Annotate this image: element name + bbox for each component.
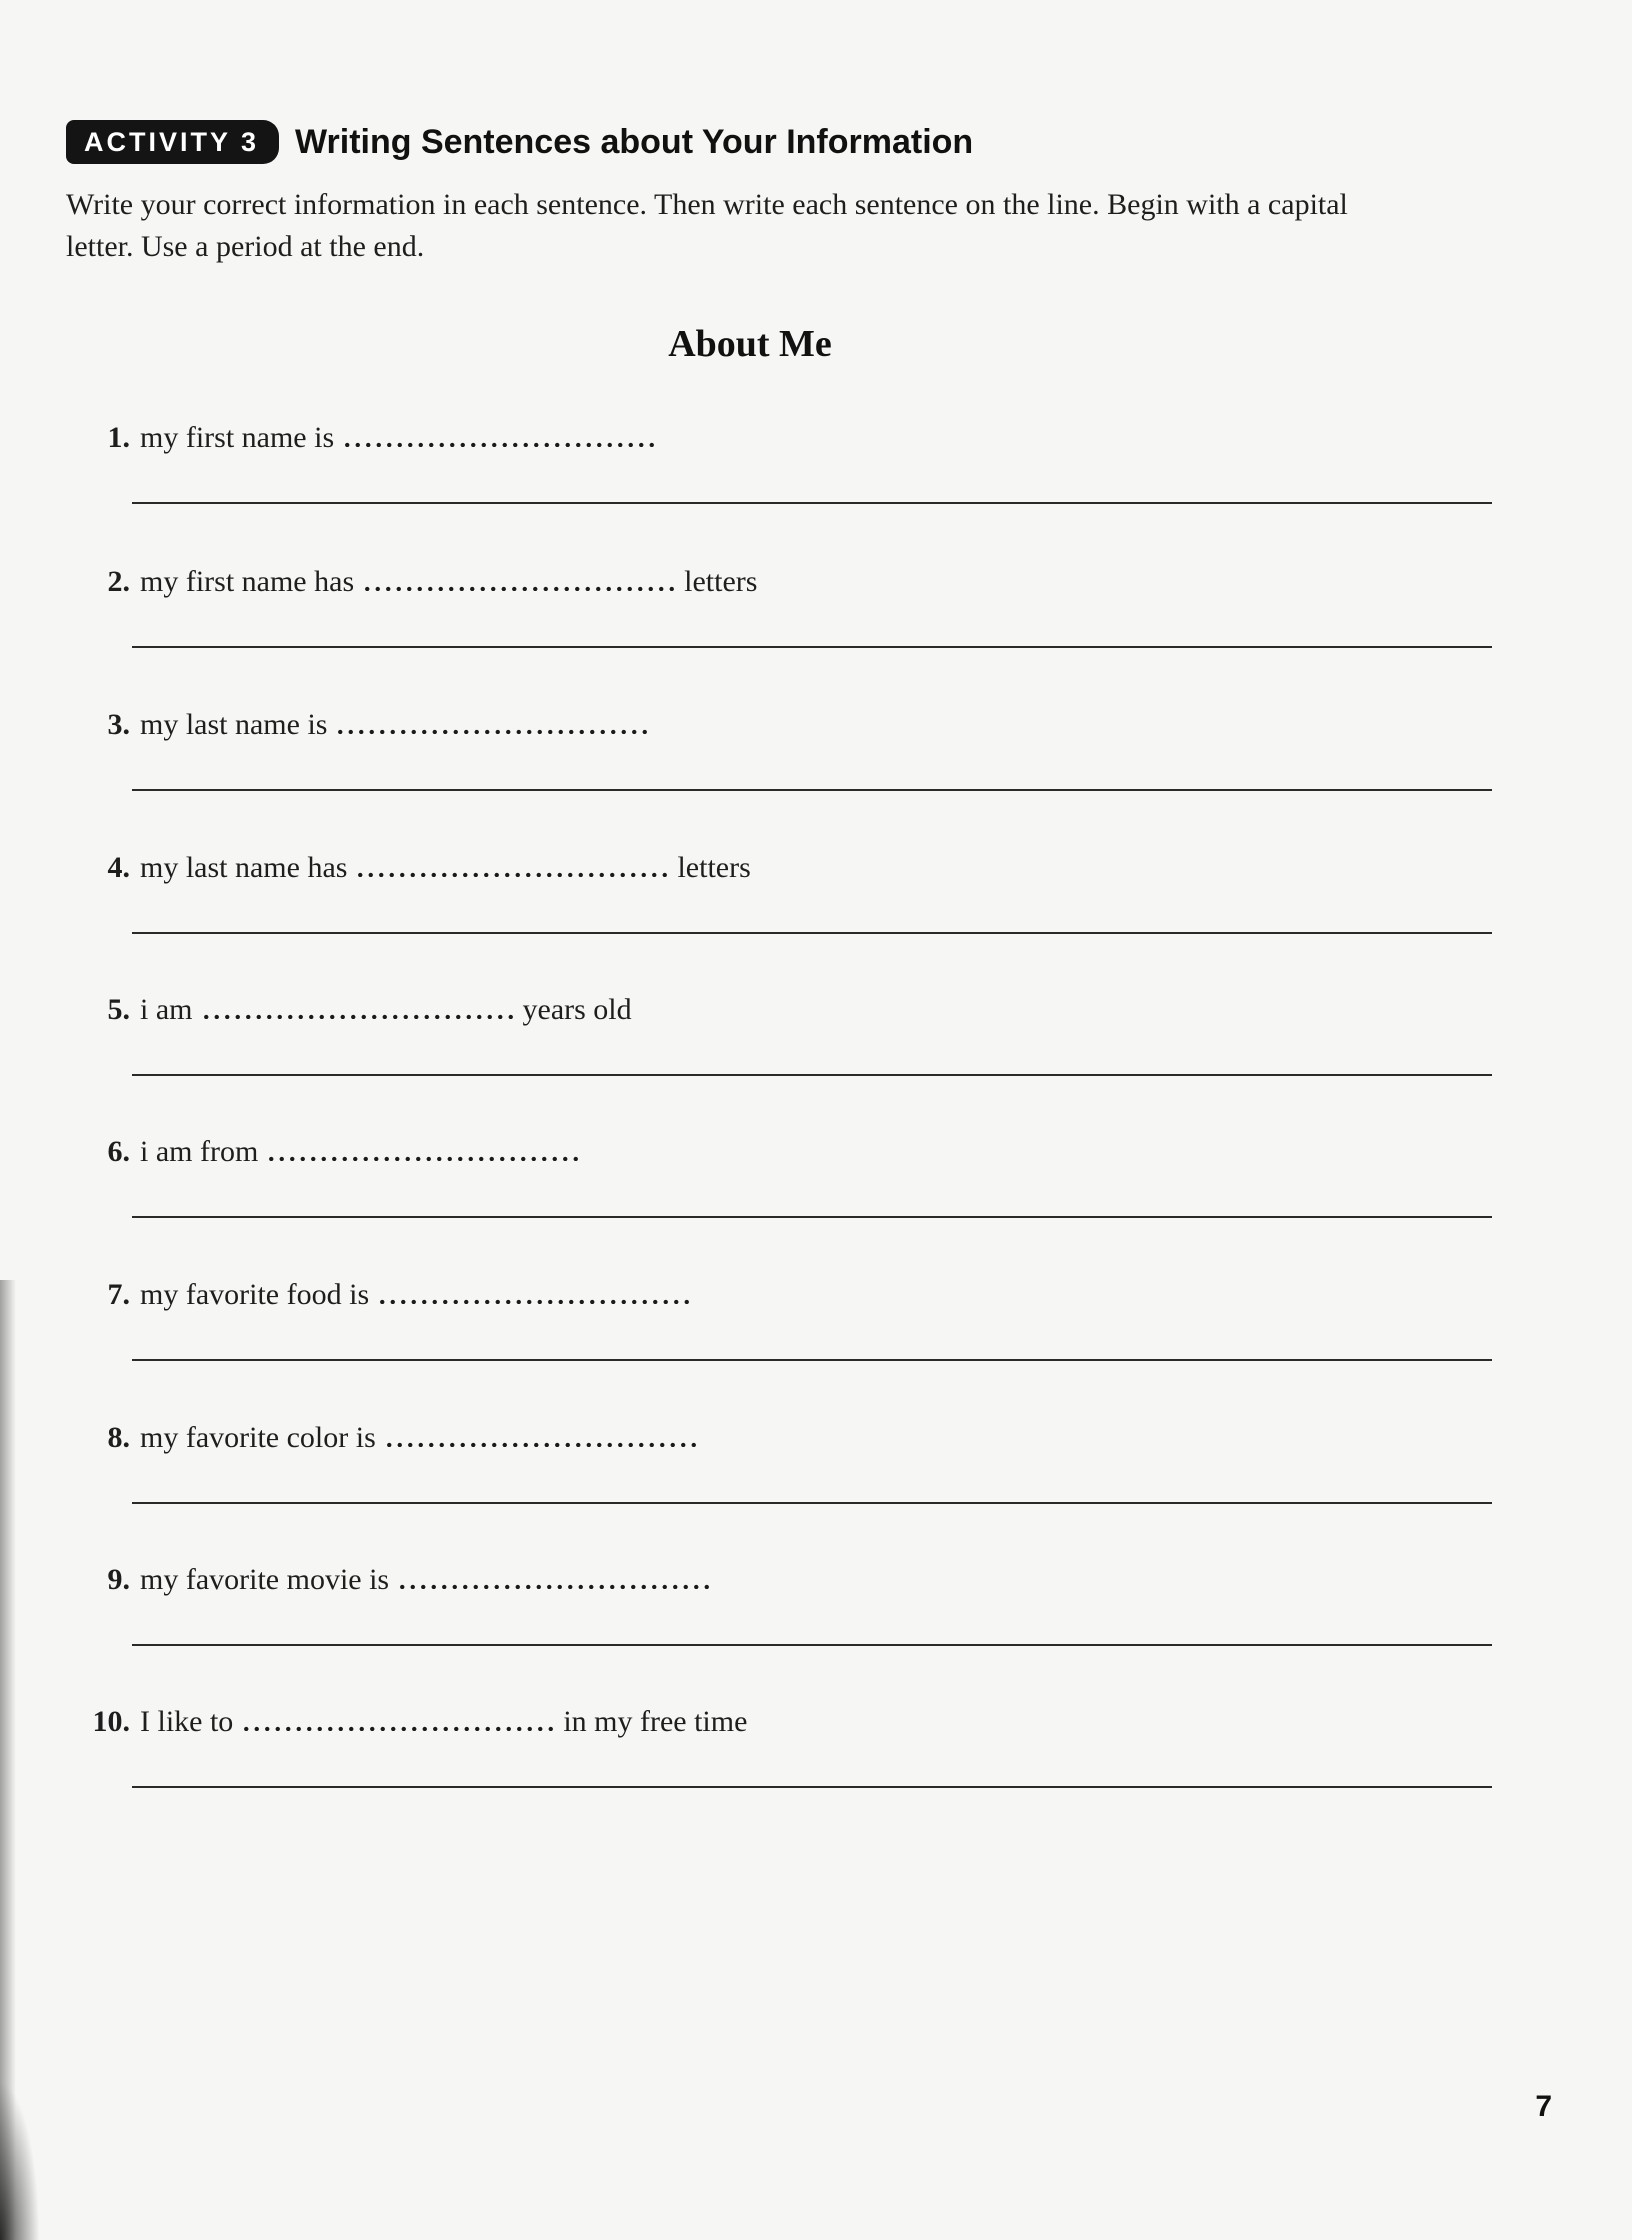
sentence-prompt [60, 1132, 588, 1172]
sentence-prompt [60, 562, 757, 602]
item-number: 3. [107, 708, 130, 741]
sentence-prompt [60, 1275, 699, 1315]
sentence-item-4 [60, 848, 1440, 968]
dotted-blank[interactable] [384, 1427, 698, 1447]
activity-title: Writing Sentences about Your Information [295, 122, 974, 161]
dotted-blank[interactable] [241, 1711, 555, 1731]
section-title: About Me [668, 323, 832, 365]
answer-line[interactable] [132, 1644, 1492, 1646]
page-number: 7 [1535, 2090, 1552, 2123]
item-number: 1. [107, 421, 130, 454]
dotted-blank[interactable] [397, 1569, 711, 1589]
prompt-text-before: my first name has [140, 565, 355, 598]
item-number: 5. [107, 993, 130, 1026]
prompt-text-after: in my free time [563, 1705, 748, 1738]
dotted-blank[interactable] [335, 714, 649, 734]
prompt-text-after: years old [522, 993, 632, 1026]
sentence-item-3 [60, 705, 1440, 825]
dotted-blank[interactable] [342, 427, 656, 447]
answer-line[interactable] [132, 1502, 1492, 1504]
item-number: 10. [92, 1705, 130, 1738]
prompt-text-before: my favorite movie is [140, 1563, 390, 1596]
dotted-blank[interactable] [377, 1284, 691, 1304]
item-number: 7. [107, 1278, 130, 1311]
answer-line[interactable] [132, 789, 1492, 791]
instructions-text: Write your correct information in each sentence. Then write each sentence on the line. Begin with a capital letter. Use a period at the end. [66, 188, 1348, 263]
item-number: 4. [107, 851, 130, 884]
sentence-item-9 [60, 1560, 1440, 1680]
prompt-text-after: letters [677, 851, 751, 884]
sentence-item-1 [60, 418, 1440, 538]
prompt-text-before: I like to [140, 1705, 234, 1738]
prompt-text-before: my last name is [140, 708, 328, 741]
sentence-prompt [60, 1418, 706, 1458]
sentence-item-5 [60, 990, 1440, 1110]
prompt-text-before: my favorite color is [140, 1421, 376, 1454]
sentence-item-6 [60, 1132, 1440, 1252]
answer-line[interactable] [132, 1074, 1492, 1076]
sentence-prompt [60, 1702, 747, 1742]
activity-badge: ACTIVITY 3 [66, 120, 279, 164]
prompt-text-before: i am [140, 993, 193, 1026]
dotted-blank[interactable] [266, 1141, 580, 1161]
sentence-prompt [60, 705, 657, 745]
item-number: 2. [107, 565, 130, 598]
prompt-text-before: my first name is [140, 421, 335, 454]
item-number: 8. [107, 1421, 130, 1454]
dotted-blank[interactable] [201, 999, 515, 1019]
answer-line[interactable] [132, 1786, 1492, 1788]
sentence-prompt [60, 848, 751, 888]
answer-line[interactable] [132, 1216, 1492, 1218]
item-number: 9. [107, 1563, 130, 1596]
answer-line[interactable] [132, 932, 1492, 934]
answer-line[interactable] [132, 1359, 1492, 1361]
sentence-prompt [60, 1560, 719, 1600]
answer-line[interactable] [132, 502, 1492, 504]
dotted-blank[interactable] [355, 857, 669, 877]
sentence-prompt [60, 990, 632, 1030]
sentence-item-2 [60, 562, 1440, 682]
sentence-prompt [60, 418, 664, 458]
answer-line[interactable] [132, 646, 1492, 648]
prompt-text-after: letters [684, 565, 758, 598]
sentence-item-8 [60, 1418, 1440, 1538]
sentence-item-7 [60, 1275, 1440, 1395]
item-number: 6. [107, 1135, 130, 1168]
prompt-text-before: i am from [140, 1135, 259, 1168]
dotted-blank[interactable] [362, 571, 676, 591]
prompt-text-before: my favorite food is [140, 1278, 370, 1311]
sentence-item-10 [60, 1702, 1440, 1822]
prompt-text-before: my last name has [140, 851, 348, 884]
